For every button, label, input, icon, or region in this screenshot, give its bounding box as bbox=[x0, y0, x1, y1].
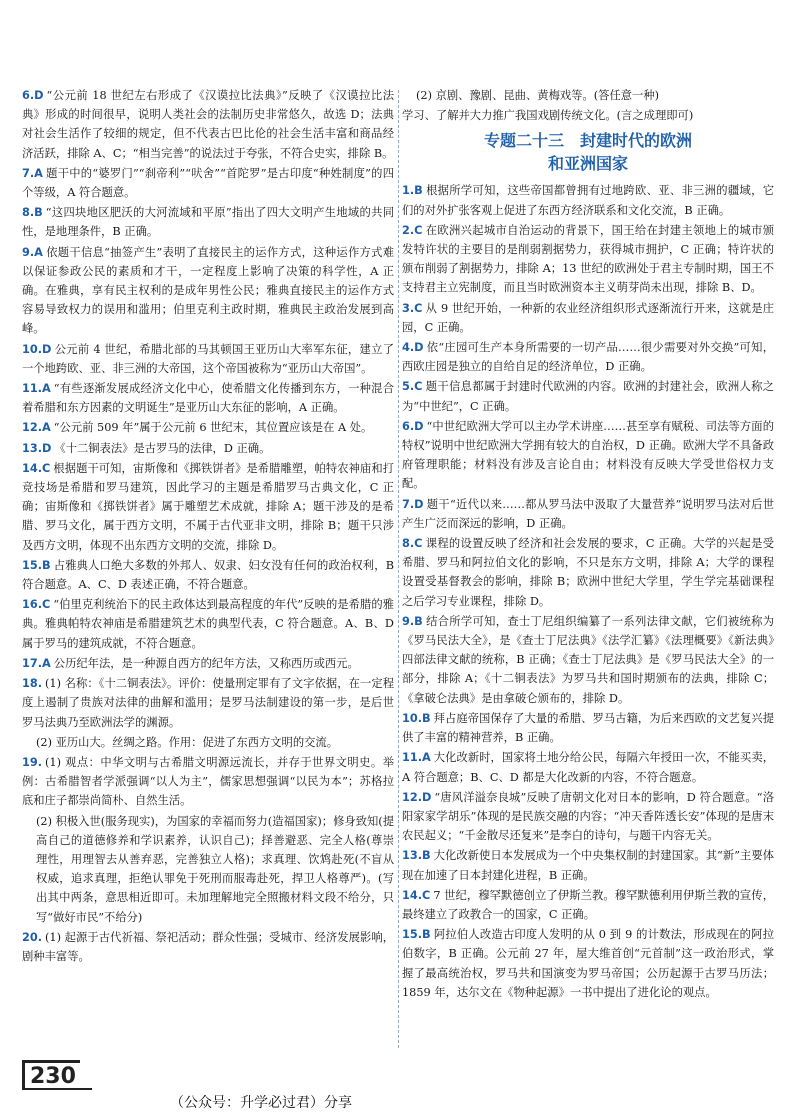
answer-number: 20. bbox=[22, 930, 43, 944]
answer-item bbox=[22, 556, 394, 594]
answer-text: (1) 观点：中华文明与古希腊文明源远流长，并存于世界文明史。举例：古希腊智者学派强调“以人为主”，儒家思想强调“以民为本”；苏格拉底和庄子都崇尚简朴、自然生活。 bbox=[22, 755, 394, 808]
answer-text: 占雅典人口绝大多数的外邦人、奴隶、妇女没有任何的政治权利，B 符合题意。A、C、D 表述正确，不符合题意。 bbox=[22, 558, 394, 592]
answer-number: 8.B bbox=[22, 206, 43, 220]
answer-item bbox=[402, 534, 774, 611]
answer-item bbox=[402, 709, 774, 747]
column-divider bbox=[398, 90, 399, 1048]
answer-number: 17.A bbox=[22, 656, 51, 670]
answer-item bbox=[22, 203, 394, 241]
left-column bbox=[22, 86, 394, 967]
answer-text: 依题干信息“抽签产生”表明了直接民主的运作方式，这种运作方式难以保证参政公民的素质和才干，一定程度上影响了决策的科学性，A 正确。在雅典，享有民主权利的是成年男性公民；雅典直接民主的运作方式容易导致权力的误用和滥用；伯里克利主政时期，雅典民主政治发展到高峰。 bbox=[22, 245, 394, 336]
answer-number: 6.D bbox=[22, 89, 44, 102]
answer-number: 6.D bbox=[402, 419, 424, 433]
section-title-line1: 专题二十三 封建时代的欧洲 bbox=[483, 131, 692, 151]
answer-item bbox=[22, 733, 394, 752]
answer-number: 15.B bbox=[22, 558, 51, 572]
answer-number: 14.C bbox=[402, 888, 431, 902]
answer-item bbox=[402, 417, 774, 494]
answer-text: 依“庄园可生产本身所需要的一切产品……很少需要对外交换”可知，西欧庄园是独立的自给自足的经济单位，D 正确。 bbox=[402, 341, 774, 374]
answer-number: 11.A bbox=[22, 382, 51, 396]
answer-text: “有些逐渐发展成经济文化中心，使希腊文化传播到东方，一种混合着希腊和东方因素的文明诞生”是亚历山大东征的影响，A 正确。 bbox=[22, 382, 394, 415]
answer-number: 9.B bbox=[402, 614, 423, 628]
answer-item bbox=[22, 753, 394, 811]
section-title-line2: 和亚洲国家 bbox=[547, 154, 628, 174]
answer-number: 7.D bbox=[402, 497, 424, 511]
answer-text: “伯里克利统治下的民主政体达到最高程度的年代”反映的是希腊的雅典。雅典帕特农神庙是希腊建筑艺术的典型代表，C 符合题意。A、B、D 属于罗马的建筑成就，不符合题意。 bbox=[22, 598, 394, 650]
answer-text: 拜占庭帝国保存了大量的希腊、罗马古籍，为后来西欧的文艺复兴提供了丰富的精神营养，B 正确。 bbox=[402, 711, 774, 745]
answer-number: 12.A bbox=[22, 421, 51, 435]
answer-item bbox=[402, 788, 774, 846]
answer-number: 9.A bbox=[22, 245, 43, 259]
answer-item bbox=[402, 221, 774, 298]
answer-number: 13.D bbox=[22, 441, 52, 455]
answer-item bbox=[402, 612, 774, 708]
answer-text: 题干中的“婆罗门”“刹帝利”“吠舍”“首陀罗”是古印度“种姓制度”的四个等级，A 符合题意。 bbox=[22, 166, 394, 200]
answer-number: 11.A bbox=[402, 751, 431, 765]
answer-item bbox=[22, 418, 394, 437]
answer-item bbox=[402, 846, 774, 884]
answer-text: 题干信息都属于封建时代欧洲的内容。欧洲的封建社会，欧洲人称之为“中世纪”，C 正确。 bbox=[402, 380, 774, 413]
answer-text: “中世纪欧洲大学可以主办学术讲座……甚至享有赋税、司法等方面的特权”说明中世纪欧洲大学拥有较大的自治权，D 正确。欧洲大学不具备政府管理职能；材料没有涉及言论自由；材料没有反映大学受世俗权力支配。 bbox=[402, 419, 774, 491]
answer-number: 7.A bbox=[22, 166, 43, 180]
answer-item bbox=[402, 377, 774, 415]
answer-text: 题干“近代以来……都从罗马法中汲取了大量营养”说明罗马法对后世产生广泛而深远的影响，D 正确。 bbox=[402, 497, 774, 530]
answer-number: 13.B bbox=[402, 849, 431, 863]
answer-number: 14.C bbox=[22, 461, 51, 475]
answer-number: 1.B bbox=[402, 184, 423, 198]
answer-item bbox=[22, 164, 394, 202]
answer-item bbox=[22, 674, 394, 732]
answer-item bbox=[22, 595, 394, 653]
section-title bbox=[402, 129, 774, 175]
answer-item bbox=[22, 243, 394, 339]
page-number-underline bbox=[22, 1088, 92, 1090]
answer-item bbox=[22, 654, 394, 673]
answer-number: 19. bbox=[22, 755, 43, 769]
answer-text: 结合所学可知，查士丁尼组织编纂了一系列法律文献，它们被统称为《罗马民法大全》，是《查士丁尼法典》《法学汇纂》《法理概要》《新法典》四部法律文献的统称，B 正确；《查士丁尼法典》是《罗马民法大全》的一部分，排除 A；《十二铜表法》为罗马共和国时期颁布的法典，排除 C；《拿破仑法典》是由拿破仑颁布的，排除 D。 bbox=[402, 614, 774, 705]
answer-text: 根据所学可知，这些帝国都曾拥有过地跨欧、亚、非三洲的疆域，它们的对外扩张客观上促进了东西方经济联系和文化交流，B 正确。 bbox=[402, 184, 774, 217]
answer-text: 《十二铜表法》是古罗马的法律，D 正确。 bbox=[54, 441, 271, 455]
answer-text: “公元前 509 年”属于公元前 6 世纪末，其位置应该是在 A 处。 bbox=[53, 421, 373, 435]
answer-text: 阿拉伯人改造古印度人发明的从 0 到 9 的计数法，形成现在的阿拉伯数字，B 正确。公元前 27 年，屋大维首创“元首制”这一政治形式，掌握了最高统治权，罗马共和国演变为罗马帝国；公历起源于古罗马历法；1859 年，达尔文在《物种起源》一书中提出了进化论的观点。 bbox=[402, 928, 774, 999]
answer-continuation: (2) 京剧、豫剧、昆曲、黄梅戏等。(答任意一种) bbox=[416, 89, 660, 102]
answer-item bbox=[22, 459, 394, 555]
answer-item bbox=[402, 181, 774, 219]
answer-text: “唐风洋溢奈良城”反映了唐朝文化对日本的影响，D 符合题意。“洛阳家家学胡乐”体现的是民族交融的内容；“冲天香阵透长安”体现的是唐末农民起义；“千金散尽还复来”是李白的诗句，与题干内容无关。 bbox=[402, 790, 774, 843]
answer-item bbox=[22, 928, 394, 966]
answer-text: (2) 积极入世(服务现实)，为国家的幸福而努力(造福国家)；修身致知(提高自己的道德修养和学识素养，认识自己)；择善避恶、完全人格(尊崇理性，用理智去从善弃恶，完善独立人格)；求真理、饮鸩赴死(不盲从权威，追求真理，拒绝认罪免于死刑而服毒赴死，捍卫人格尊严)。(写出其中两条，意思相近即可。未加理解地完全照搬材料文段不给分，只写“做好市民”不给分) bbox=[36, 814, 394, 924]
answer-number: 15.B bbox=[402, 928, 431, 942]
answer-text: 7 世纪，穆罕默德创立了伊斯兰教。穆罕默德利用伊斯兰教的宣传，最终建立了政教合一的国家，C 正确。 bbox=[402, 888, 774, 921]
answer-number: 12.D bbox=[402, 790, 432, 804]
answer-text: 公元前 4 世纪，希腊北部的马其顿国王亚历山大率军东征，建立了一个地跨欧、亚、非三洲的大帝国，这个帝国被称为“亚历山大帝国”。 bbox=[22, 342, 394, 375]
answer-text: 公历纪年法，是一种源自西方的纪年方法，又称西历或西元。 bbox=[53, 656, 359, 670]
answer-item bbox=[402, 338, 774, 376]
answer-text: 大化改新时，国家将土地分给公民，每隔六年授田一次，不能买卖，A 符合题意；B、C、D 都是大化改新的内容，不符合题意。 bbox=[402, 751, 774, 784]
answer-number: 3.C bbox=[402, 301, 423, 315]
answer-number: 10.D bbox=[22, 342, 52, 356]
answer-text: 根据题干可知，宙斯像和《掷铁饼者》是希腊雕塑，帕特农神庙和打竞技场是希腊和罗马建筑，因此学习的主题是希腊罗马古典文化，C 正确；宙斯像和《掷铁饼者》属于雕塑艺术成就，排除 A；题干涉及的是希腊、罗马文化，属于西方文明，不属于古代亚非文明，排除 B；题干只涉及西方文明，体现不出东西方文明的交流，排除 D。 bbox=[22, 461, 394, 552]
answer-text: 大化改新使日本发展成为一个中央集权制的封建国家。其“新”主要体现在加速了日本封建化进程，B 正确。 bbox=[402, 849, 774, 882]
answer-text: 从 9 世纪开始，一种新的农业经济组织形式逐渐流行开来，这就是庄园，C 正确。 bbox=[402, 301, 774, 334]
answer-number: 5.C bbox=[402, 380, 423, 394]
answer-item bbox=[402, 886, 774, 924]
answer-text: (2) 亚历山大。丝绸之路。作用：促进了东西方文明的交流。 bbox=[36, 735, 339, 749]
answer-number: 4.D bbox=[402, 341, 424, 355]
answer-continuation: 学习、了解并大力推广我国戏剧传统文化。(言之成理即可) bbox=[402, 109, 694, 123]
answer-number: 10.B bbox=[402, 711, 431, 725]
answer-item bbox=[22, 86, 394, 163]
answer-number: 8.C bbox=[402, 537, 423, 551]
answer-number: 2.C bbox=[402, 223, 423, 237]
answer-text: 课程的设置反映了经济和社会发展的要求，C 正确。大学的兴起是受希腊、罗马和阿拉伯文化的影响，不只是东方文明，排除 A；大学的课程设置受基督教会的影响，排除 B；欧洲中世纪大学里，学生学完基础课程之后学习专业课程，排除 D。 bbox=[402, 537, 774, 608]
answer-item bbox=[22, 340, 394, 378]
answer-item bbox=[402, 299, 774, 337]
answer-text: “这四块地区肥沃的大河流域和平原”指出了四大文明产生地域的共同性，是地理条件，B 正确。 bbox=[22, 206, 394, 239]
answer-item bbox=[402, 495, 774, 533]
answer-text: 在欧洲兴起城市自治运动的背景下，国王给在封建主领地上的城市颁发特许状的主要目的是削弱割据势力，获得城市拥护，C 正确；特许状的颁布削弱了割据势力，排除 A；13 世纪的欧洲处于君主专制时期，国王不支持君主立宪制度，而且当时欧洲资本主义萌芽尚未出现，排除 B、D。 bbox=[402, 223, 774, 295]
answer-number: 18. bbox=[22, 677, 43, 691]
page-number: 230 bbox=[22, 1060, 80, 1089]
right-column bbox=[402, 86, 774, 1003]
answer-text: “公元前 18 世纪左右形成了《汉谟拉比法典》”反映了《汉谟拉比法典》形成的时间很早，说明人类社会的法制历史非常悠久，故选 D；法典对社会生活作了较细的规定，但不代表古巴比伦的社会生活丰富和商品经济活跃，排除 A、C；“相当完善”的说法过于夸张，不符合史实，排除 B。 bbox=[22, 89, 394, 160]
answer-item bbox=[22, 439, 394, 458]
answer-text: (1) 起源于古代祈福、祭祀活动；群众性强；受城市、经济发展影响，剧种丰富等。 bbox=[22, 930, 394, 963]
answer-item bbox=[22, 379, 394, 417]
answer-item bbox=[402, 748, 774, 786]
answer-item bbox=[22, 812, 394, 927]
answer-number: 16.C bbox=[22, 598, 51, 612]
answer-item bbox=[402, 925, 774, 1002]
footer-share-note: （公众号：升学必过君）分享 bbox=[170, 1095, 352, 1111]
answer-text: (1) 名称：《十二铜表法》。评价：使量刑定罪有了文字依据，在一定程度上遏制了贵族对法律的曲解和滥用；是罗马法制建设的第一步，是后世罗马法典乃至欧洲法学的渊源。 bbox=[22, 677, 394, 729]
